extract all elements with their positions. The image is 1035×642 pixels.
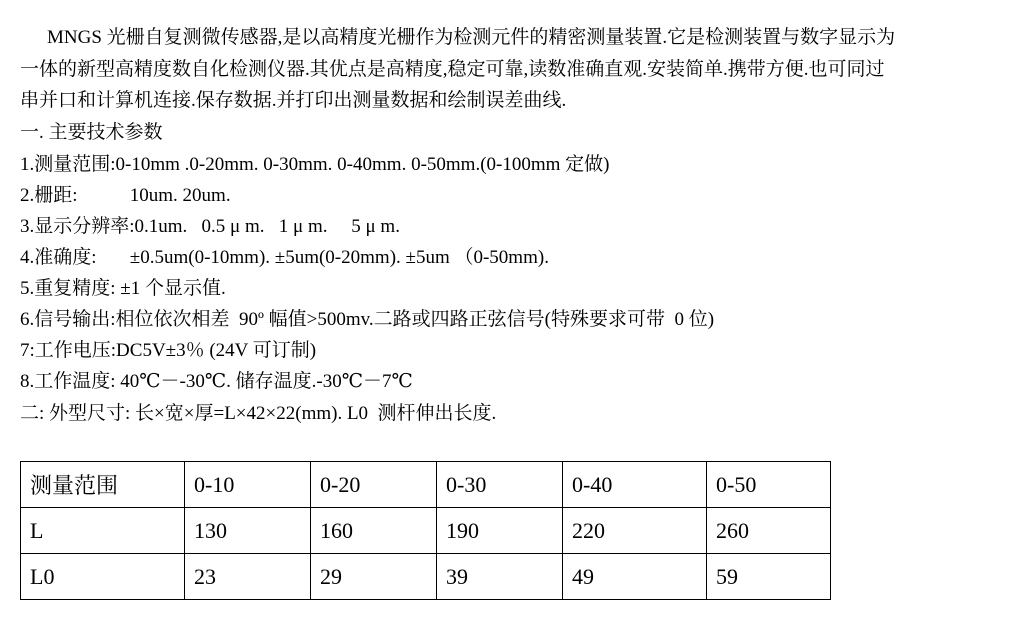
document-body <box>20 22 1015 148</box>
spec-item-2: 2.栅距: 10um. 20um. <box>20 185 231 206</box>
table-cell: 0-40 <box>563 462 707 508</box>
table-cell: 130 <box>185 508 311 554</box>
table-cell: 0-50 <box>707 462 831 508</box>
spec-item-4: 4.准确度: ±0.5um(0-10mm). ±5um(0-20mm). ±5um （0-50mm). <box>20 247 549 268</box>
table-cell: 0-20 <box>311 462 437 508</box>
table-cell: 23 <box>185 554 311 600</box>
table-cell: 29 <box>311 554 437 600</box>
intro-line-2: 一体的新型高精度数自化检测仪器.其优点是高精度,稳定可靠,读数准确直观.安装简单.携带方便.也可同过 <box>20 58 885 80</box>
table-cell: L0 <box>21 554 185 600</box>
table-cell: 测量范围 <box>21 462 185 508</box>
spec-item-7: 7:工作电压:DC5V±3％ (24V 可订制) <box>20 340 317 361</box>
table-cell: 260 <box>707 508 831 554</box>
table-cell: 220 <box>563 508 707 554</box>
table-cell: 0-30 <box>437 462 563 508</box>
dimensions-table-wrap <box>20 461 831 600</box>
spec-item-3: 3.显示分辨率:0.1um. 0.5 μ m. 1 μ m. 5 μ m. <box>20 216 400 237</box>
table-cell: 59 <box>707 554 831 600</box>
spec-item-6: 6.信号输出:相位依次相差 90º 幅值>500mv.二路或四路正弦信号(特殊要求可带 0 位) <box>20 309 715 330</box>
table-cell: 49 <box>563 554 707 600</box>
table-row <box>21 508 831 554</box>
spec-item-1: 1.测量范围:0-10mm .0-20mm. 0-30mm. 0-40mm. 0-50mm.(0-100mm 定做) <box>20 154 610 175</box>
section-2-title: 二: 外型尺寸: 长×宽×厚=L×42×22(mm). L0 测杆伸出长度. <box>20 403 497 424</box>
section-1-title: 一. 主要技术参数 <box>20 121 163 143</box>
spec-item-5: 5.重复精度: ±1 个显示值. <box>20 278 226 299</box>
table-cell: 39 <box>437 554 563 600</box>
intro-line-1: MNGS 光栅自复测微传感器,是以高精度光栅作为检测元件的精密测量装置.它是检测装置与数字显示为 <box>47 27 896 48</box>
intro-line-3: 串并口和计算机连接.保存数据.并打印出测量数据和绘制误差曲线. <box>20 90 567 111</box>
table-header-row <box>21 462 831 508</box>
table-cell: 190 <box>437 508 563 554</box>
table-row <box>21 554 831 600</box>
table-cell: 160 <box>311 508 437 554</box>
table-cell: 0-10 <box>185 462 311 508</box>
spec-item-8: 8.工作温度: 40℃－-30℃. 储存温度.-30℃－7℃ <box>20 371 413 392</box>
table-cell: L <box>21 508 185 554</box>
dimensions-table <box>20 461 831 600</box>
